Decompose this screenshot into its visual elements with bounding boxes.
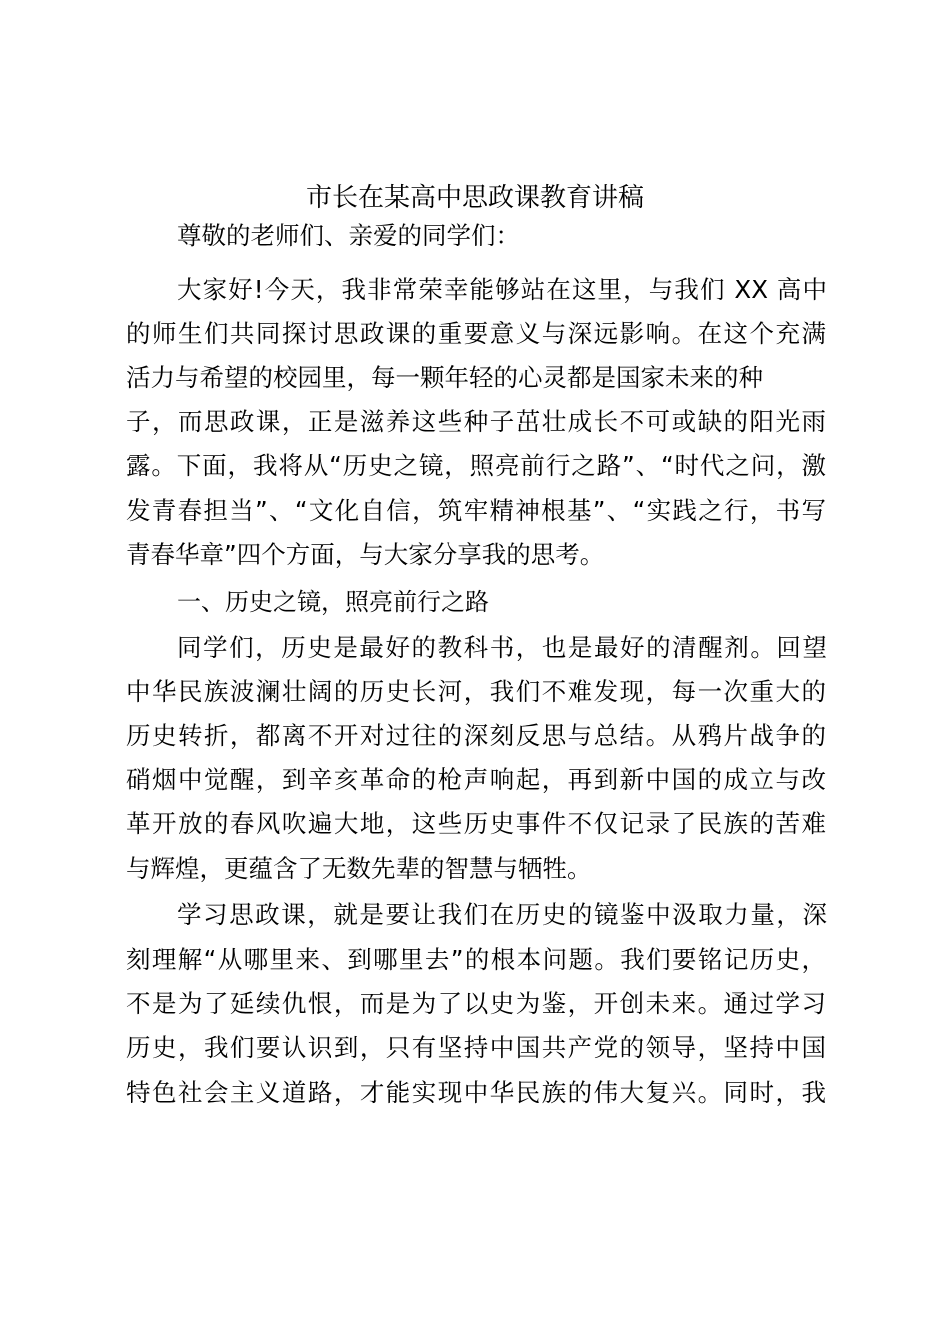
paragraph-line: 刻理解“从哪里来、到哪里去”的根本问题。我们要铭记历史， <box>126 945 826 974</box>
paragraph-line: 中华民族波澜壮阔的历史长河，我们不难发现，每一次重大的 <box>126 677 826 706</box>
paragraph-line: 发青春担当”、“文化自信，筑牢精神根基”、“实践之行，书写 <box>126 496 826 525</box>
paragraph-line: 子，而思政课，正是滋养这些种子茁壮成长不可或缺的阳光雨 <box>126 407 826 436</box>
paragraph-line: 大家好!今天，我非常荣幸能够站在这里，与我们 XX 高中 <box>177 275 827 304</box>
paragraph-line: 同学们，历史是最好的教科书，也是最好的清醒剂。回望 <box>177 633 827 662</box>
paragraph-line: 特色社会主义道路，才能实现中华民族的伟大复兴。同时，我 <box>126 1078 826 1107</box>
paragraph-line: 青春华章”四个方面，与大家分享我的思考。 <box>126 540 605 569</box>
paragraph-line: 活力与希望的校园里，每一颗年轻的心灵都是国家未来的种 <box>126 363 763 392</box>
paragraph-line: 历史转折，都离不开对过往的深刻反思与总结。从鸦片战争的 <box>126 721 826 750</box>
paragraph-line: 历史，我们要认识到，只有坚持中国共产党的领导，坚持中国 <box>126 1033 826 1062</box>
paragraph-line: 露。下面，我将从“历史之镜，照亮前行之路”、“时代之问，激 <box>126 451 826 480</box>
salutation: 尊敬的老师们、亲爱的同学们： <box>177 221 520 250</box>
paragraph-line: 硝烟中觉醒，到辛亥革命的枪声响起，再到新中国的成立与改 <box>126 765 826 794</box>
paragraph-line: 与辉煌，更蕴含了无数先辈的智慧与牺牲。 <box>126 854 592 883</box>
section-heading: 一、历史之镜，照亮前行之路 <box>177 588 489 616</box>
paragraph-line: 革开放的春风吹遍大地，这些历史事件不仅记录了民族的苦难 <box>126 809 826 838</box>
paragraph-line: 学习思政课，就是要让我们在历史的镜鉴中汲取力量，深 <box>177 900 827 929</box>
paragraph-line: 不是为了延续仇恨，而是为了以史为鉴，开创未来。通过学习 <box>126 989 826 1018</box>
paragraph-line: 的师生们共同探讨思政课的重要意义与深远影响。在这个充满 <box>126 319 826 348</box>
document-title: 市长在某高中思政课教育讲稿 <box>305 183 644 213</box>
